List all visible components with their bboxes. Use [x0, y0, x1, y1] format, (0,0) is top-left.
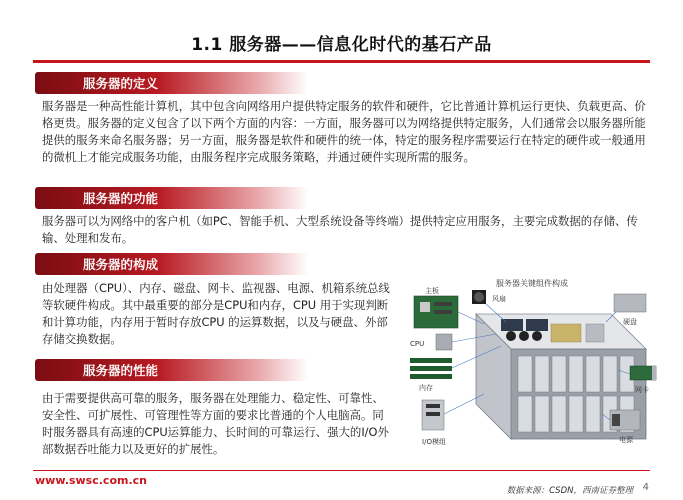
section-heading-function [35, 187, 308, 209]
footer-rule [33, 470, 650, 471]
label-io: I/O模组 [422, 438, 446, 446]
footer-source: 数据来源：CSDN，西南证券整理 [506, 486, 633, 496]
section-heading-composition [35, 253, 308, 275]
section-body-composition: 由处理器（CPU）、内存、磁盘、网卡、监视器、电源、机箱系统总线等软硬件构成。其中最重要的部分是CPU和内存，CPU 用于实现判断和计算功能，内存用于暂时存放CPU 的运算数据，以及与硬盘、外部存储交换数据。 [42, 281, 390, 346]
footer-website-link[interactable]: www.swsc.com.cn [35, 474, 147, 487]
section-heading-performance [35, 359, 308, 381]
label-mainboard: 主板 [425, 287, 439, 295]
label-power: 电源 [619, 436, 633, 444]
section-body-definition: 服务器是一种高性能计算机，其中包含向网络用户提供特定服务的软件和硬件，它比普通计算机运行更快、负载更高、价格更贵。服务器的定义包含了以下两个方面的内容：一方面，服务器可以为网络提供特定服务，人们通常会以服务器所能提供的服务来命名服务器；另一方面，服务器是软件和硬件的统一体，特定的服务程序需要运行在特定的硬件或一般通用的微机上才能完成服务功能，由服务程序完成服务策略，并通过硬件实现所需的服务。 [42, 99, 646, 164]
section-heading-label: 服务器的构成 [83, 257, 159, 272]
section-heading-label: 服务器的定义 [83, 76, 159, 91]
slide-title: 1.1 服务器——信息化时代的基石产品 [191, 35, 492, 55]
label-fan: 风扇 [492, 295, 506, 303]
section-body-function: 服务器可以为网络中的客户机（如PC、智能手机、大型系统设备等终端）提供特定应用服务，主要完成数据的存储、传输、处理和发布。 [42, 214, 638, 245]
label-memory: 内存 [419, 384, 433, 392]
section-heading-label: 服务器的功能 [83, 191, 159, 206]
section-heading-definition [35, 72, 308, 94]
section-heading-label: 服务器的性能 [83, 363, 159, 378]
section-body-performance: 由于需要提供高可靠的服务，服务器在处理能力、稳定性、可靠性、安全性、可扩展性、可管理性等方面的要求比普通的个人电脑高。同时服务器具有高速的CPU运算能力、长时间的可靠运行、强大的I/O外部数据吞吐能力以及更好的扩展性。 [42, 391, 389, 456]
server-components-diagram [406, 274, 659, 458]
label-nic: 网卡 [635, 386, 649, 394]
label-cpu: CPU [410, 340, 425, 348]
title-rule [33, 60, 650, 63]
diagram-title: 服务器关键组件构成 [496, 279, 568, 288]
page-number: 4 [642, 482, 649, 493]
label-hdd: 硬盘 [623, 318, 637, 326]
